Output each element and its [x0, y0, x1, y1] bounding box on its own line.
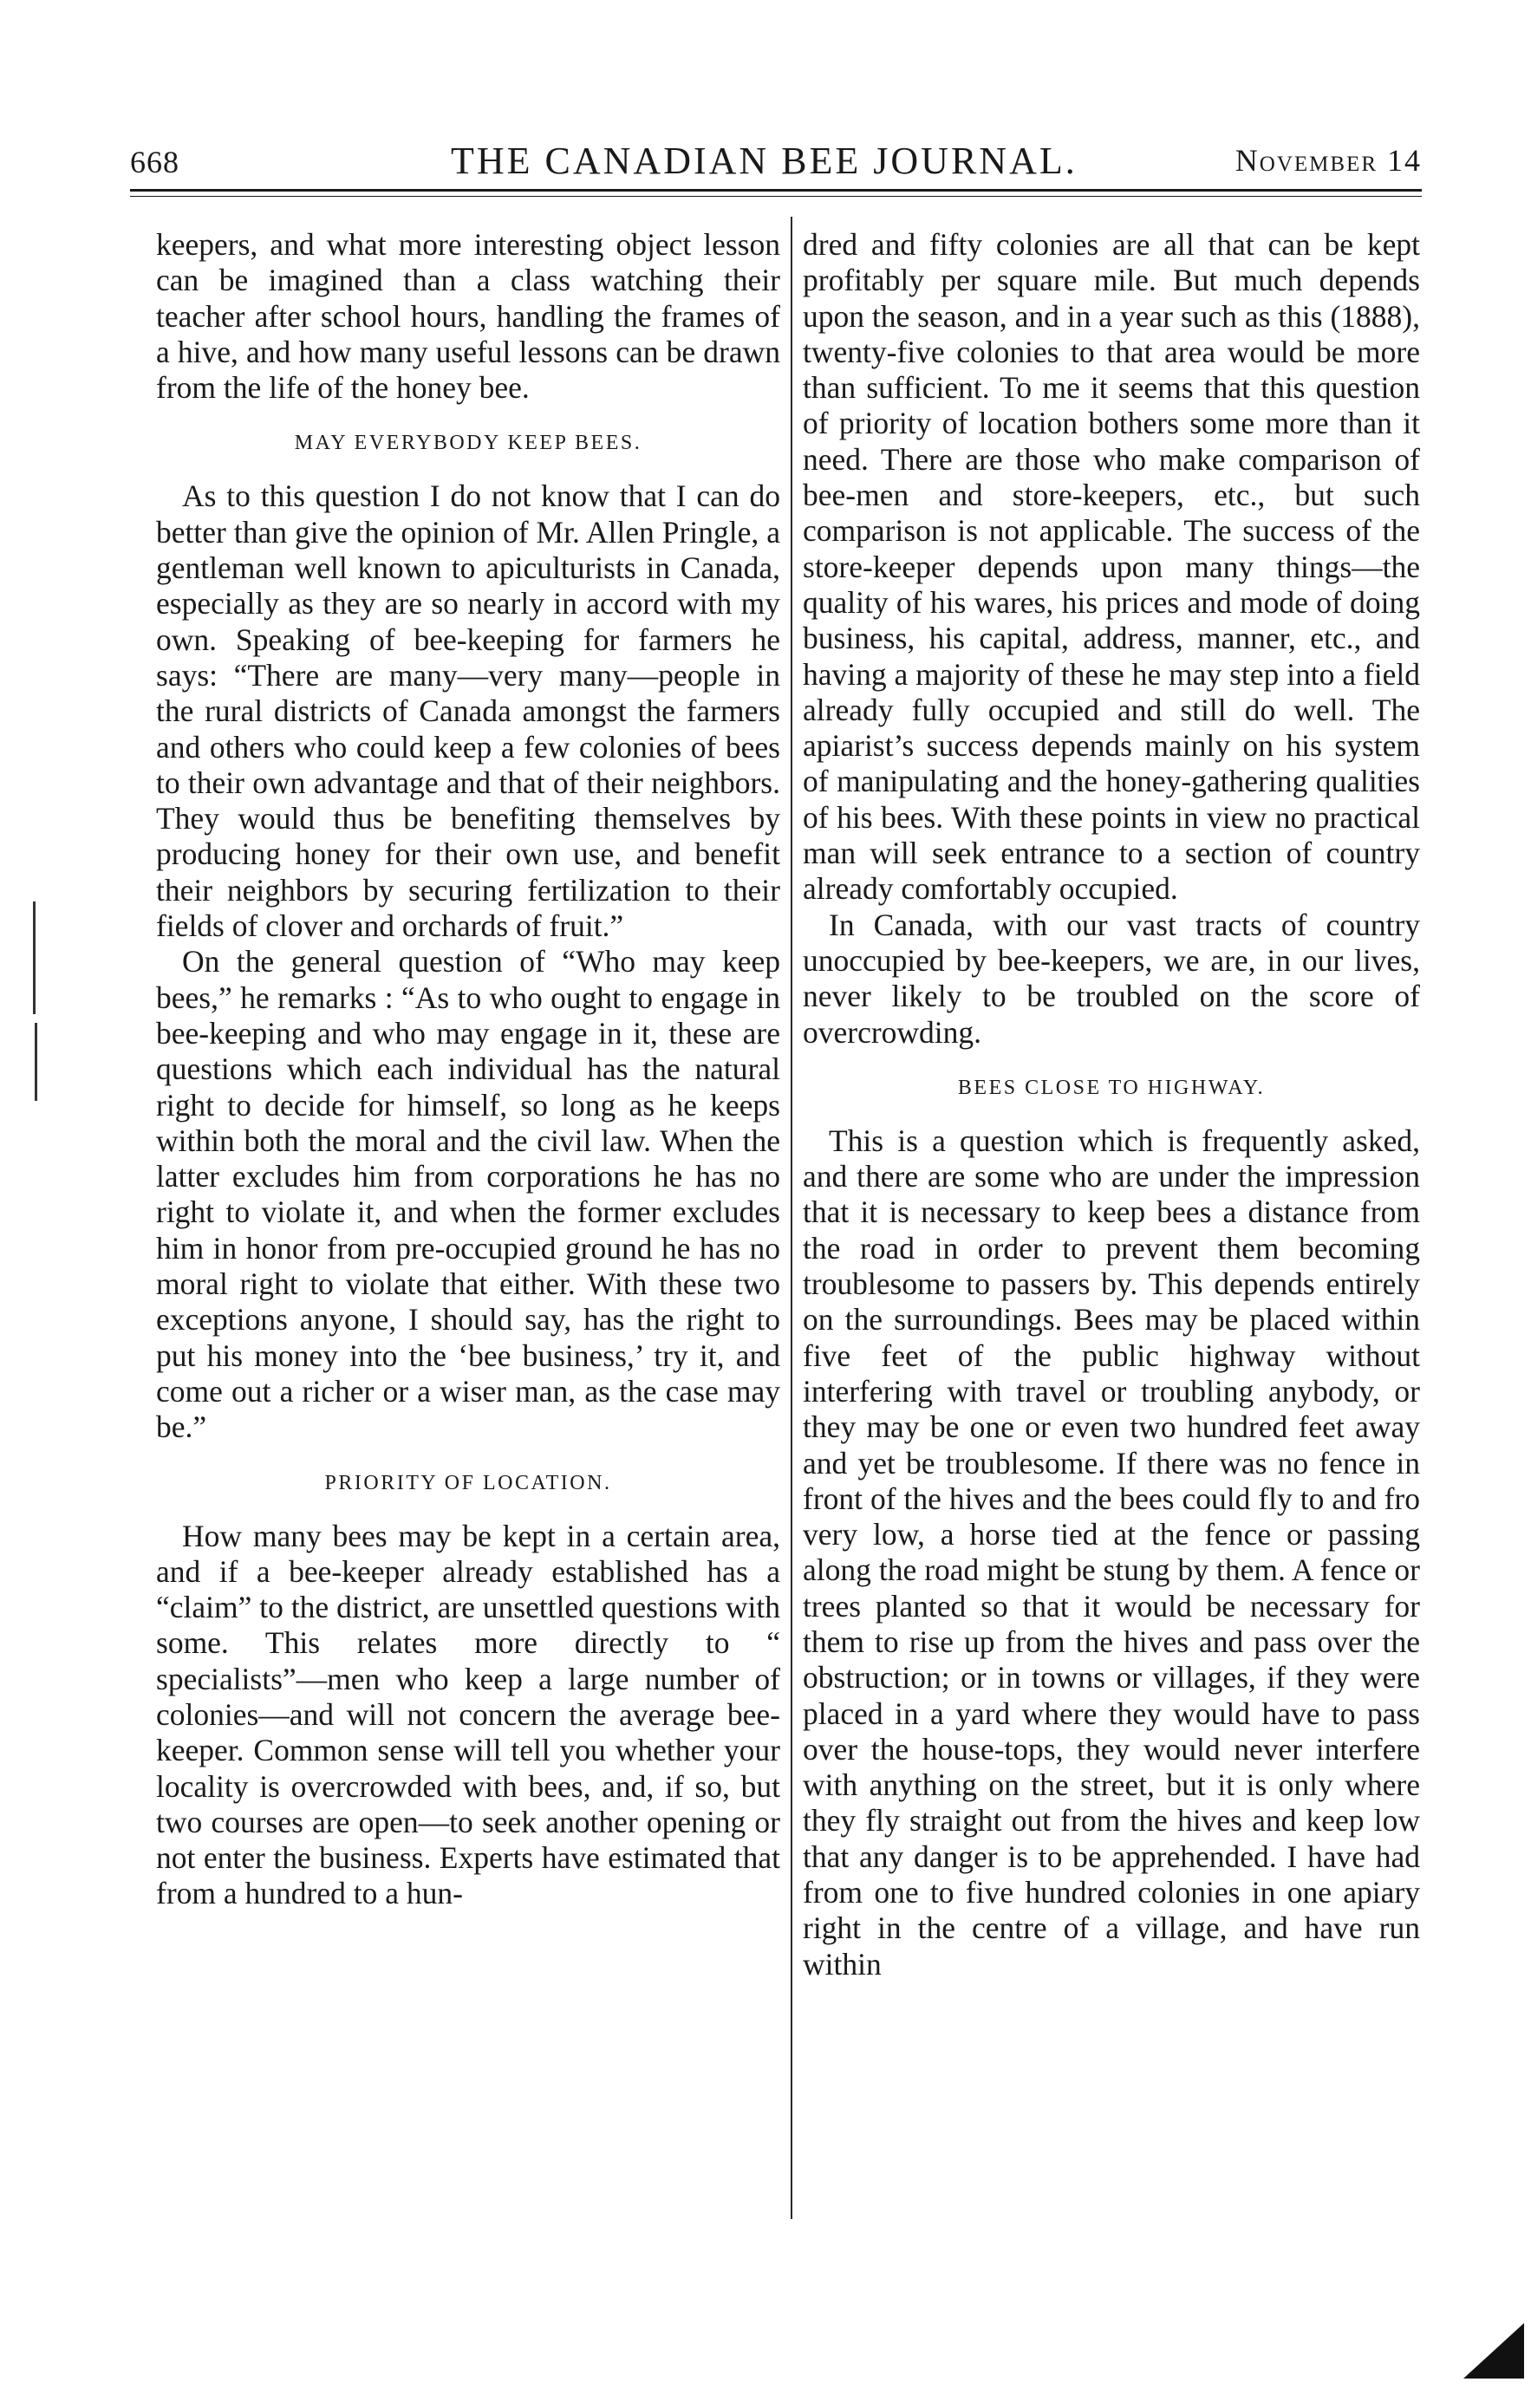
paragraph-bees-close-to-highway: This is a question which is frequently asked, and there are some who are under the impression that it is necessary to keep bees a distance from the road in order to prevent them becoming troublesome to passers by. This depends entirely on the surroundings. Bees may be placed within five feet of the public highway without interfering with travel or troubling anybody, or they may be one or even two hundred feet away and yet be troublesome. If there was no fence in front of the hives and the bees could fly to and fro very low, a horse tied at the fence or passing along the road might be stung by them. A fence or trees planted so that it would be necessary for them to rise up from the hives and pass over the obstruction; or in towns or villages, if they were placed in a yard where they would have to pass over the house-tops, they would never interfere with anything on the street, but it is only where they fly straight out from the hives and keep low that any danger is to be apprehended. I have had from one to five hundred colonies in one apiary right in the centre of a village, and have run within — [803, 1123, 1420, 1982]
header-rule-thick — [130, 189, 1422, 192]
heading-may-everybody-keep-bees: MAY EVERYBODY KEEP BEES. — [294, 432, 642, 455]
left-margin-mark-lower — [35, 1023, 37, 1101]
paragraph-canada-overcrowding: In Canada, with our vast tracts of country unoccupied by bee-keepers, we are, in our lives, never likely to be troubled on the score of overcrowding. — [803, 907, 1420, 1050]
page-number: 668 — [130, 145, 179, 179]
journal-title: THE CANADIAN BEE JOURNAL. — [451, 140, 1078, 182]
left-margin-mark — [33, 901, 36, 1014]
heading-priority-of-location: PRIORITY OF LOCATION. — [324, 1471, 612, 1494]
left-column — [156, 227, 780, 1912]
heading-bees-close-to-highway: BEES CLOSE TO HIGHWAY. — [957, 1076, 1266, 1099]
paragraph-who-may-keep-bees: On the general question of “Who may keep bees,” he remarks : “As to who ought to engage in bee-keeping and who may engage in it, these are questions which each individual has the natural right to decide for himself, so long as he keeps within both the moral and the civil law. When the latter excludes him from corporations he has no right to violate it, and when the former excludes him in honor from pre-occupied ground he has no moral right to violate that either. With these two exceptions anyone, I should say, has the right to put his money into the ‘bee business,’ try it, and come out a richer or a wiser man, as the case may be.” — [156, 944, 780, 1445]
page-corner-mark — [1463, 2323, 1524, 2379]
paragraph-priority-of-location: How many bees may be kept in a certain area, and if a bee-keeper already established has a “claim” to the district, are unsettled questions with some. This relates more directly to “ specialists”—men who keep a large number of colonies—and will not concern the average bee-keeper. Common sense will tell you whether your locality is overcrowded with bees, and, if so, but two courses are open—to seek another opening or not enter the business. Experts have estimated that from a hundred to a hun- — [156, 1518, 780, 1911]
page-header — [130, 130, 1422, 191]
header-rule-thin — [130, 196, 1422, 197]
intro-continuation: keepers, and what more interesting object lesson can be imagined than a class watching their teacher after school hours, handling the frames of a hive, and how many useful lessons can be drawn from the life of the honey bee. — [156, 227, 780, 406]
column-divider — [791, 217, 792, 2219]
priority-continuation: dred and fifty colonies are all that can be kept profitably per square mile. But much depends upon the season, and in a year such as this (1888), twenty-five colonies to that area would be more than sufficient. To me it seems that this question of priority of location bothers some more than it need. There are those who make comparison of bee-men and store-keepers, etc., but such comparison is not applicable. The success of the store-keeper depends upon many things—the quality of his wares, his prices and mode of doing business, his capital, address, manner, etc., and having a majority of these he may step into a field already fully occupied and still do well. The apiarist’s success depends mainly on his system of manipulating and the honey-gathering qualities of his bees. With these points in view no practical man will seek entrance to a section of country already comfortably occupied. — [803, 227, 1420, 907]
paragraph-pringle-opinion: As to this question I do not know that I can do better than give the opinion of Mr. Allen Pringle, a gentleman well known to apiculturists in Canada, especially as they are so nearly in accord with my own. Speaking of bee-keeping for farmers he says: “There are many—very many—people in the rural districts of Canada amongst the farmers and others who could keep a few colonies of bees to their own advantage and that of their neighbors. They would thus be benefiting themselves by producing honey for their own use, and benefit their neighbors by securing fertilization to their fields of clover and orchards of fruit.” — [156, 478, 780, 944]
issue-date: November 14 — [1235, 143, 1422, 178]
right-column — [803, 227, 1420, 1982]
